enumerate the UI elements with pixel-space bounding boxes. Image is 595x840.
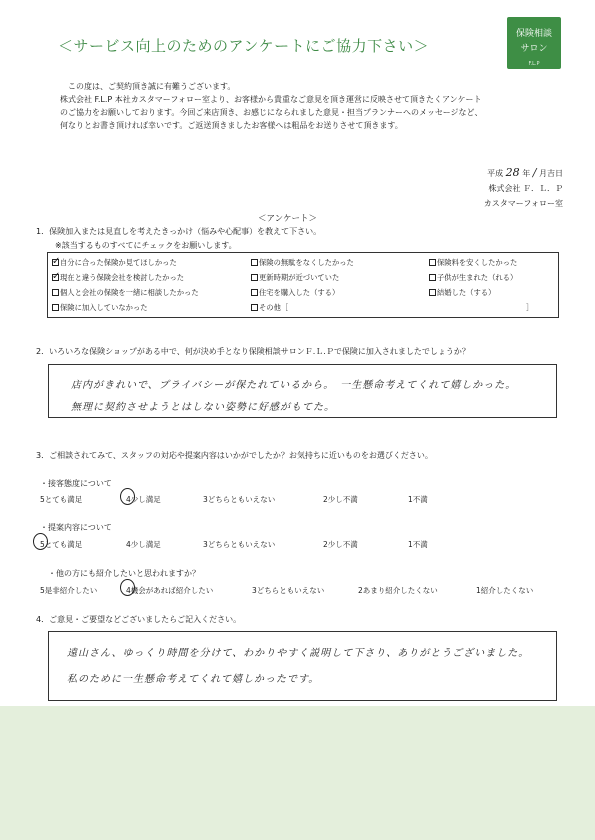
rating-option[interactable]: 2少し不満 — [323, 540, 358, 549]
date-line — [484, 165, 563, 181]
checkbox[interactable] — [429, 289, 436, 296]
checkbox-label: 自分に合った保険か見てほしかった — [60, 258, 177, 267]
logo-small-text: F.L.P — [528, 61, 540, 67]
checkbox-grid — [47, 252, 559, 318]
checkbox-option[interactable] — [429, 273, 517, 283]
checkbox-option[interactable] — [429, 258, 517, 268]
rating-option[interactable]: 3どちらともいえない — [252, 586, 325, 595]
intro-line: のご協力をお願いしております。今回ご来店頂き、お感じになられました意見・担当プランナーへのメッセージなど、 — [60, 108, 483, 117]
checkbox[interactable] — [429, 259, 436, 266]
question-1-note: ※該当するものすべてにチェックをお願いします。 — [55, 241, 237, 250]
date-month: / — [532, 166, 537, 179]
rating-option[interactable]: 5とても満足 — [40, 495, 83, 504]
checkbox-checked[interactable] — [52, 259, 59, 266]
group-title: ・接客態度について — [40, 479, 112, 488]
selection-circle — [120, 488, 135, 505]
handwritten-answer: 私のために一生懸命考えてくれて嬉しかったです。 — [67, 674, 320, 685]
checkbox-label: 更新時期が近づいていた — [259, 273, 340, 282]
rating-option[interactable]: 4少し満足 — [126, 540, 161, 549]
answer-box-q4[interactable] — [48, 631, 557, 701]
rating-option[interactable]: 3どちらともいえない — [203, 540, 276, 549]
checkbox-option[interactable] — [251, 258, 354, 268]
rating-option[interactable]: 5是非紹介したい — [40, 586, 98, 595]
company-name: 株式会社 Ｆ．Ｌ．Ｐ — [488, 184, 563, 193]
checkbox-label: 保険に加入していなかった — [60, 303, 148, 312]
selection-circle — [33, 533, 48, 550]
checkbox[interactable] — [52, 304, 59, 311]
intro-text — [60, 80, 570, 132]
checkbox[interactable] — [251, 274, 258, 281]
logo-text-2: サロン — [520, 44, 548, 54]
checkbox-option[interactable] — [52, 303, 148, 313]
checkbox[interactable] — [251, 289, 258, 296]
checkbox-option[interactable] — [52, 288, 199, 298]
rating-option[interactable]: 2少し不満 — [323, 495, 358, 504]
date-block — [484, 165, 563, 211]
rating-option[interactable]: 5とても満足 — [40, 540, 83, 549]
date-year: 28 — [505, 166, 520, 179]
checkbox-option[interactable] — [52, 258, 177, 268]
handwritten-answer: 無理に契約させようとはしない姿勢に好感がもてた。 — [71, 402, 335, 413]
checkbox-label: 現在と違う保険会社を検討したかった — [60, 273, 185, 282]
checkbox-option[interactable] — [429, 288, 495, 298]
checkbox[interactable] — [52, 289, 59, 296]
group-title: ・他の方にも紹介したいと思われますか？ — [48, 569, 200, 578]
logo-text-1: 保険相談 — [515, 29, 552, 39]
rating-option[interactable]: 2あまり紹介したくない — [358, 586, 438, 595]
intro-line: 株式会社 F.L.P 本社カスタマーフォロー室より、お客様から貴重なご意見を頂き運営に反映させて頂きたくアンケート — [60, 95, 482, 104]
checkbox-label: その他［ — [259, 303, 289, 312]
date-prefix: 平成 — [487, 169, 504, 178]
footer-band — [0, 706, 595, 840]
checkbox[interactable] — [251, 259, 258, 266]
rating-option[interactable]: 1紹介したくない — [476, 586, 534, 595]
checkbox-label: 保険の無駄をなくしたかった — [259, 258, 354, 267]
rating-option[interactable]: 1不満 — [408, 540, 428, 549]
checkbox[interactable] — [429, 274, 436, 281]
brand-logo — [507, 17, 561, 69]
checkbox-label: 住宅を購入した（する） — [259, 288, 340, 297]
checkbox-label: 子供が生まれた（れる） — [437, 273, 518, 282]
checkbox-label: 結婚した（する） — [437, 288, 496, 297]
checkbox-option[interactable] — [251, 288, 339, 298]
checkbox-option[interactable] — [251, 273, 339, 283]
survey-heading: ＜アンケート＞ — [258, 214, 317, 224]
rating-option[interactable]: 1不満 — [408, 495, 428, 504]
other-bracket-close: ］ — [526, 303, 534, 312]
question-3: 3．ご相談されてみて、スタッフの対応や提案内容はいかがでしたか？お気持ちに近いものをお選びください。 — [36, 451, 433, 460]
handwritten-answer: 遠山さん、ゆっくり時間を分けて、わかりやすく説明して下さり、ありがとうございました。 — [67, 648, 530, 659]
checkbox-label: 保険料を安くしたかった — [437, 258, 518, 267]
answer-box-q2[interactable] — [48, 364, 557, 418]
rating-option[interactable]: 3どちらともいえない — [203, 495, 276, 504]
rating-option[interactable]: 4少し満足 — [126, 495, 161, 504]
selection-circle — [120, 579, 135, 596]
checkbox-label: 個人と会社の保険を一緒に相談したかった — [60, 288, 199, 297]
question-1: 1．保険加入または見直しを考えたきっかけ（悩みや心配事）を教えて下さい。 — [36, 227, 322, 236]
checkbox-option[interactable] — [52, 273, 184, 283]
page-title: ＜サービス向上のためのアンケートにご協力下さい＞ — [58, 37, 430, 55]
handwritten-answer: 店内がきれいで、プライバシーが保たれているから。 一生懸命考えてくれて嬉しかった。 — [71, 380, 517, 391]
group-title: ・提案内容について — [40, 523, 112, 532]
checkbox-option[interactable] — [251, 303, 288, 313]
rating-option[interactable]: 4機会があれば紹介したい — [126, 586, 214, 595]
department-name: カスタマーフォロー室 — [483, 199, 563, 208]
intro-line: この度は、ご契約頂き誠に有難うございます。 — [68, 82, 236, 91]
date-suffix: 月吉日 — [539, 169, 563, 178]
checkbox-checked[interactable] — [52, 274, 59, 281]
date-year-suffix: 年 — [522, 169, 531, 178]
intro-line: 何なりとお書き頂ければ幸いです。ご返送頂きましたお客様へは粗品をお送りさせて頂きます。 — [60, 121, 403, 130]
checkbox[interactable] — [251, 304, 258, 311]
question-2: 2．いろいろな保険ショップがある中で、何が決め手となり保険相談サロンＦ.Ｌ.Ｐで保険に加入されましたでしょうか？ — [36, 347, 470, 356]
question-4: 4．ご意見・ご要望などございましたらご記入ください。 — [36, 615, 242, 624]
